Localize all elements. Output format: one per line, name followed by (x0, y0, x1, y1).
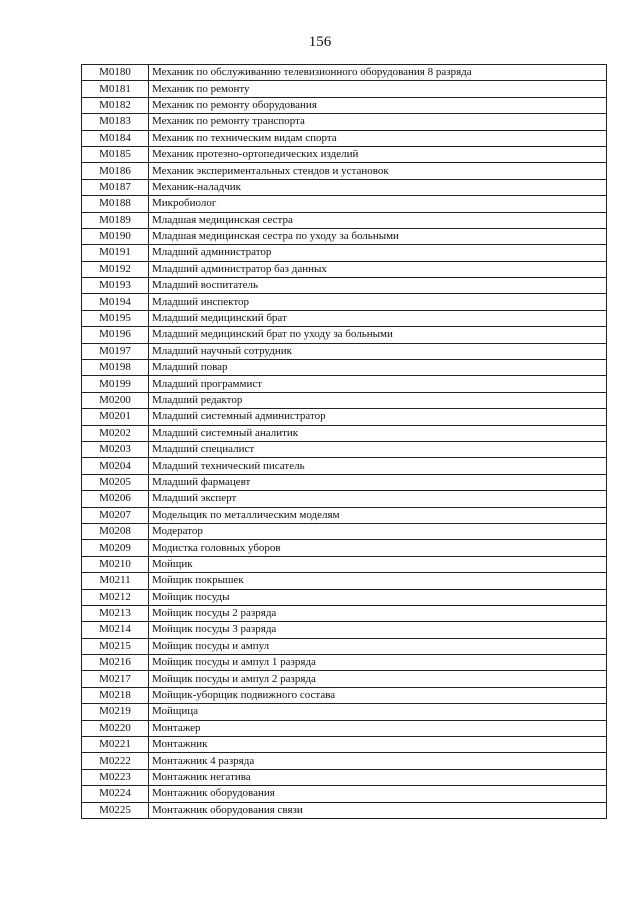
occupation-title: Механик-наладчик (149, 179, 607, 195)
occupation-code: M0192 (82, 261, 149, 277)
occupation-code: M0185 (82, 146, 149, 162)
table-row (82, 179, 607, 195)
occupation-code: M0211 (82, 573, 149, 589)
occupation-title: Монтажник негатива (149, 769, 607, 785)
occupation-code: M0210 (82, 556, 149, 572)
table-row (82, 802, 607, 818)
table-row (82, 638, 607, 654)
occupation-title: Младший программист (149, 376, 607, 392)
occupation-title: Младший администратор (149, 245, 607, 261)
occupation-title: Монтажник оборудования (149, 786, 607, 802)
occupation-title: Мойщик (149, 556, 607, 572)
table-row (82, 622, 607, 638)
occupation-title: Младший научный сотрудник (149, 343, 607, 359)
occupation-title: Микробиолог (149, 196, 607, 212)
table-row (82, 228, 607, 244)
table-row (82, 704, 607, 720)
table-row (82, 671, 607, 687)
occupation-code: M0202 (82, 425, 149, 441)
occupation-title: Мойщик посуды и ампул 2 разряда (149, 671, 607, 687)
occupation-title: Модератор (149, 523, 607, 539)
occupation-code: M0198 (82, 360, 149, 376)
occupation-title: Монтажник (149, 737, 607, 753)
table-row (82, 310, 607, 326)
occupation-title: Модистка головных уборов (149, 540, 607, 556)
table-row (82, 392, 607, 408)
occupation-title: Мойщик посуды и ампул 1 разряда (149, 655, 607, 671)
page-number: 156 (308, 34, 332, 50)
occupation-code: M0191 (82, 245, 149, 261)
table-row (82, 163, 607, 179)
occupation-title: Младшая медицинская сестра (149, 212, 607, 228)
occupation-code: M0209 (82, 540, 149, 556)
table-row (82, 65, 607, 81)
table-row (82, 589, 607, 605)
table-row (82, 81, 607, 97)
occupation-code: M0182 (82, 97, 149, 113)
table-row (82, 409, 607, 425)
occupation-title: Младший медицинский брат (149, 310, 607, 326)
table-row (82, 441, 607, 457)
occupation-table (81, 64, 607, 819)
table-row (82, 294, 607, 310)
occupation-code: M0186 (82, 163, 149, 179)
occupation-title: Модельщик по металлическим моделям (149, 507, 607, 523)
occupation-code: M0196 (82, 327, 149, 343)
occupation-title: Механик протезно-ортопедических изделий (149, 146, 607, 162)
table-row (82, 376, 607, 392)
occupation-code: M0219 (82, 704, 149, 720)
occupation-title: Мойщик посуды 3 разряда (149, 622, 607, 638)
occupation-code: M0206 (82, 491, 149, 507)
occupation-code: M0195 (82, 310, 149, 326)
occupation-code: M0180 (82, 65, 149, 81)
occupation-code: M0189 (82, 212, 149, 228)
occupation-title: Мойщик посуды (149, 589, 607, 605)
occupation-code: M0193 (82, 278, 149, 294)
occupation-title: Монтажник 4 разряда (149, 753, 607, 769)
occupation-code: M0217 (82, 671, 149, 687)
table-row (82, 327, 607, 343)
occupation-title: Младший системный администратор (149, 409, 607, 425)
occupation-title: Младший администратор баз данных (149, 261, 607, 277)
occupation-title: Мойщик покрышек (149, 573, 607, 589)
table-row (82, 491, 607, 507)
occupation-code: M0199 (82, 376, 149, 392)
occupation-code: M0187 (82, 179, 149, 195)
occupation-code: M0224 (82, 786, 149, 802)
occupation-code: M0190 (82, 228, 149, 244)
occupation-code: M0221 (82, 737, 149, 753)
occupation-title: Механик по ремонту оборудования (149, 97, 607, 113)
occupation-code: M0214 (82, 622, 149, 638)
occupation-title: Младший специалист (149, 441, 607, 457)
table-row (82, 114, 607, 130)
occupation-code: M0222 (82, 753, 149, 769)
table-row (82, 458, 607, 474)
occupation-code: M0197 (82, 343, 149, 359)
occupation-title: Младший инспектор (149, 294, 607, 310)
table-row (82, 130, 607, 146)
occupation-title: Младший эксперт (149, 491, 607, 507)
occupation-title: Мойщик посуды 2 разряда (149, 605, 607, 621)
table-row (82, 360, 607, 376)
occupation-code: M0183 (82, 114, 149, 130)
occupation-title: Мойщик-уборщик подвижного состава (149, 687, 607, 703)
occupation-title: Монтажер (149, 720, 607, 736)
table-row (82, 769, 607, 785)
occupation-title: Младший технический писатель (149, 458, 607, 474)
table-row (82, 425, 607, 441)
table-row (82, 278, 607, 294)
table-row (82, 786, 607, 802)
occupation-title: Механик по обслуживанию телевизионного оборудования 8 разряда (149, 65, 607, 81)
table-row (82, 507, 607, 523)
occupation-title: Младшая медицинская сестра по уходу за больными (149, 228, 607, 244)
occupation-title: Мойщик посуды и ампул (149, 638, 607, 654)
occupation-title: Младший повар (149, 360, 607, 376)
occupation-code: M0181 (82, 81, 149, 97)
table-row (82, 474, 607, 490)
table-row (82, 720, 607, 736)
table-row (82, 573, 607, 589)
occupation-title: Монтажник оборудования связи (149, 802, 607, 818)
table-row (82, 540, 607, 556)
occupation-title: Младший воспитатель (149, 278, 607, 294)
occupation-code: M0194 (82, 294, 149, 310)
table-row (82, 245, 607, 261)
occupation-title: Механик по ремонту транспорта (149, 114, 607, 130)
table-row (82, 146, 607, 162)
occupation-title: Младший фармацевт (149, 474, 607, 490)
occupation-title: Младший редактор (149, 392, 607, 408)
occupation-code: M0207 (82, 507, 149, 523)
occupation-code: M0188 (82, 196, 149, 212)
occupation-code: M0201 (82, 409, 149, 425)
occupation-code: M0213 (82, 605, 149, 621)
occupation-code: M0218 (82, 687, 149, 703)
occupation-title: Младший системный аналитик (149, 425, 607, 441)
table-row (82, 212, 607, 228)
occupation-title: Механик по ремонту (149, 81, 607, 97)
table-row (82, 605, 607, 621)
occupation-code: M0208 (82, 523, 149, 539)
table-row (82, 97, 607, 113)
occupation-code: M0220 (82, 720, 149, 736)
table-row (82, 556, 607, 572)
table-row (82, 655, 607, 671)
occupation-code: M0215 (82, 638, 149, 654)
occupation-code: M0223 (82, 769, 149, 785)
table-row (82, 687, 607, 703)
table-row (82, 261, 607, 277)
table-row (82, 737, 607, 753)
table-row (82, 343, 607, 359)
occupation-code: M0203 (82, 441, 149, 457)
occupation-code: M0184 (82, 130, 149, 146)
occupation-title: Мойщица (149, 704, 607, 720)
occupation-title: Младший медицинский брат по уходу за больными (149, 327, 607, 343)
occupation-code: M0205 (82, 474, 149, 490)
occupation-title: Механик по техническим видам спорта (149, 130, 607, 146)
table-row (82, 196, 607, 212)
occupation-code: M0216 (82, 655, 149, 671)
table-row (82, 523, 607, 539)
occupation-title: Механик экспериментальных стендов и установок (149, 163, 607, 179)
occupation-code: M0200 (82, 392, 149, 408)
occupation-code: M0212 (82, 589, 149, 605)
occupation-code: M0225 (82, 802, 149, 818)
occupation-code: M0204 (82, 458, 149, 474)
table-row (82, 753, 607, 769)
